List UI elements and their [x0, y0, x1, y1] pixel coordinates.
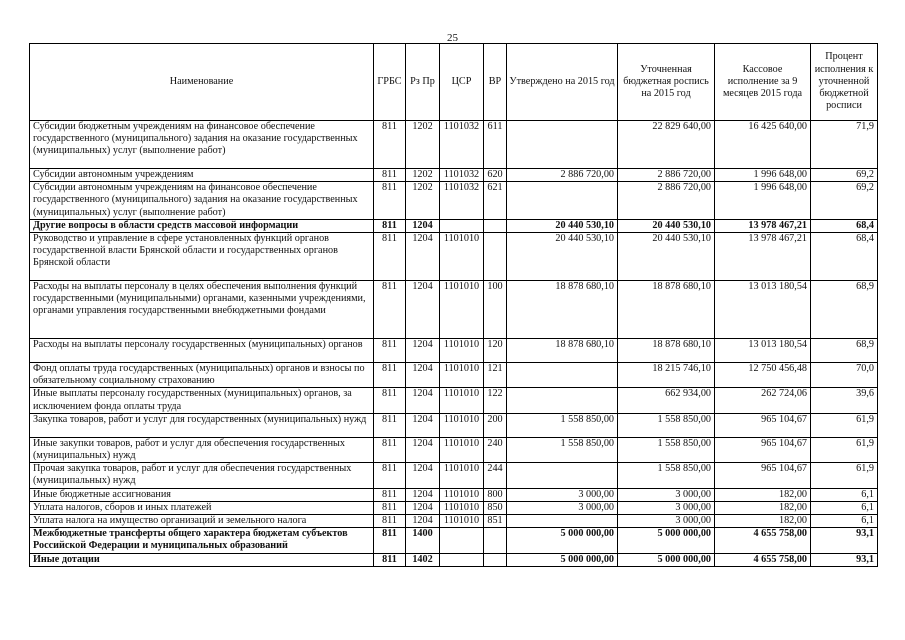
cell-name: Иные дотации: [30, 553, 374, 566]
cell-refined: 3 000,00: [618, 515, 715, 528]
cell-rzpr: 1204: [406, 233, 440, 281]
cell-vr: 120: [484, 339, 507, 363]
cell-cash: 4 655 758,00: [715, 553, 811, 566]
cell-grbs: 811: [374, 233, 406, 281]
table-row: [30, 388, 878, 413]
cell-grbs: 811: [374, 169, 406, 182]
cell-vr: 244: [484, 463, 507, 488]
cell-approved: 18 878 680,10: [507, 281, 618, 339]
cell-grbs: 811: [374, 528, 406, 553]
cell-name: Закупка товаров, работ и услуг для государственных (муниципальных) нужд: [30, 413, 374, 437]
table-row: [30, 169, 878, 182]
cell-csr: 1101010: [440, 515, 484, 528]
cell-percent: 6,1: [811, 488, 878, 501]
cell-vr: 611: [484, 121, 507, 169]
table-row: [30, 501, 878, 514]
cell-rzpr: 1204: [406, 488, 440, 501]
cell-vr: [484, 528, 507, 553]
table-row: [30, 413, 878, 437]
cell-approved: [507, 363, 618, 388]
header-cash: Кассовое исполнение за 9 месяцев 2015 года: [715, 44, 811, 121]
cell-vr: 850: [484, 501, 507, 514]
cell-cash: 182,00: [715, 515, 811, 528]
table-row: [30, 121, 878, 169]
cell-percent: 69,2: [811, 169, 878, 182]
cell-name: Иные закупки товаров, работ и услуг для обеспечения государственных (муниципальных) нужд: [30, 437, 374, 462]
cell-vr: 620: [484, 169, 507, 182]
header-vr: ВР: [484, 44, 507, 121]
cell-refined: 18 878 680,10: [618, 339, 715, 363]
page-number: 25: [447, 32, 458, 44]
cell-vr: [484, 553, 507, 566]
cell-cash: 965 104,67: [715, 463, 811, 488]
cell-percent: 93,1: [811, 528, 878, 553]
cell-percent: 70,0: [811, 363, 878, 388]
cell-csr: 1101010: [440, 437, 484, 462]
cell-percent: 68,9: [811, 339, 878, 363]
cell-cash: 965 104,67: [715, 437, 811, 462]
cell-csr: 1101032: [440, 169, 484, 182]
cell-cash: 182,00: [715, 488, 811, 501]
cell-percent: 39,6: [811, 388, 878, 413]
cell-cash: 16 425 640,00: [715, 121, 811, 169]
cell-approved: 3 000,00: [507, 488, 618, 501]
cell-refined: 3 000,00: [618, 488, 715, 501]
cell-name: Субсидии автономным учреждениям: [30, 169, 374, 182]
cell-approved: 20 440 530,10: [507, 233, 618, 281]
cell-grbs: 811: [374, 281, 406, 339]
cell-rzpr: 1202: [406, 169, 440, 182]
header-rzpr: Рз Пр: [406, 44, 440, 121]
cell-vr: 800: [484, 488, 507, 501]
cell-refined: 5 000 000,00: [618, 553, 715, 566]
header-grbs: ГРБС: [374, 44, 406, 121]
table-row: [30, 281, 878, 339]
cell-percent: 61,9: [811, 437, 878, 462]
cell-csr: 1101010: [440, 281, 484, 339]
cell-grbs: 811: [374, 463, 406, 488]
cell-grbs: 811: [374, 553, 406, 566]
table-row: [30, 182, 878, 220]
cell-approved: [507, 463, 618, 488]
cell-percent: 61,9: [811, 463, 878, 488]
cell-rzpr: 1202: [406, 121, 440, 169]
table-row: [30, 463, 878, 488]
cell-name: Расходы на выплаты персоналу в целях обеспечения выполнения функций государственными (муниципальными) органами, казенными учреждениями, органами управления государственными внебюджетными фондами: [30, 281, 374, 339]
cell-approved: 5 000 000,00: [507, 528, 618, 553]
cell-vr: [484, 219, 507, 232]
cell-vr: 100: [484, 281, 507, 339]
cell-csr: 1101010: [440, 339, 484, 363]
cell-refined: 1 558 850,00: [618, 437, 715, 462]
cell-rzpr: 1400: [406, 528, 440, 553]
cell-csr: 1101010: [440, 233, 484, 281]
cell-approved: 5 000 000,00: [507, 553, 618, 566]
cell-percent: 6,1: [811, 501, 878, 514]
cell-csr: 1101032: [440, 121, 484, 169]
cell-grbs: 811: [374, 388, 406, 413]
cell-cash: 13 978 467,21: [715, 219, 811, 232]
cell-name: Другие вопросы в области средств массовой информации: [30, 219, 374, 232]
cell-refined: 20 440 530,10: [618, 233, 715, 281]
table-header-row: [30, 44, 878, 121]
table-row: [30, 528, 878, 553]
header-percent: Процент исполнения к уточненной бюджетной росписи: [811, 44, 878, 121]
table-row: [30, 233, 878, 281]
cell-cash: 1 996 648,00: [715, 182, 811, 220]
cell-grbs: 811: [374, 182, 406, 220]
cell-csr: 1101010: [440, 363, 484, 388]
cell-vr: 122: [484, 388, 507, 413]
cell-approved: 2 886 720,00: [507, 169, 618, 182]
cell-grbs: 811: [374, 121, 406, 169]
cell-rzpr: 1204: [406, 463, 440, 488]
cell-csr: [440, 553, 484, 566]
cell-name: Прочая закупка товаров, работ и услуг для обеспечения государственных (муниципальных) нужд: [30, 463, 374, 488]
cell-rzpr: 1204: [406, 515, 440, 528]
cell-csr: 1101010: [440, 413, 484, 437]
cell-percent: 68,9: [811, 281, 878, 339]
cell-refined: 1 558 850,00: [618, 413, 715, 437]
cell-grbs: 811: [374, 488, 406, 501]
cell-name: Субсидии бюджетным учреждениям на финансовое обеспечение государственного (муниципального) задания на оказание государственных (муниципальных) услуг (выполнение работ): [30, 121, 374, 169]
table-row: [30, 363, 878, 388]
cell-percent: 71,9: [811, 121, 878, 169]
header-approved: Утверждено на 2015 год: [507, 44, 618, 121]
cell-cash: 4 655 758,00: [715, 528, 811, 553]
cell-grbs: 811: [374, 501, 406, 514]
cell-csr: [440, 219, 484, 232]
cell-name: Уплата налогов, сборов и иных платежей: [30, 501, 374, 514]
cell-percent: 68,4: [811, 219, 878, 232]
cell-percent: 61,9: [811, 413, 878, 437]
cell-name: Иные бюджетные ассигнования: [30, 488, 374, 501]
cell-cash: 12 750 456,48: [715, 363, 811, 388]
cell-percent: 93,1: [811, 553, 878, 566]
table-row: [30, 553, 878, 566]
cell-refined: 22 829 640,00: [618, 121, 715, 169]
cell-name: Субсидии автономным учреждениям на финансовое обеспечение государственного (муниципального) задания на оказание государственных (муниципальных) услуг (выполнение работ): [30, 182, 374, 220]
cell-vr: 621: [484, 182, 507, 220]
cell-grbs: 811: [374, 413, 406, 437]
cell-percent: 69,2: [811, 182, 878, 220]
cell-name: Фонд оплаты труда государственных (муниципальных) органов и взносы по обязательному социальному страхованию: [30, 363, 374, 388]
cell-cash: 13 978 467,21: [715, 233, 811, 281]
cell-grbs: 811: [374, 339, 406, 363]
cell-vr: 200: [484, 413, 507, 437]
cell-name: Руководство и управление в сфере установленных функций органов государственной власти Брянской области и государственных органов Брянской области: [30, 233, 374, 281]
cell-name: Иные выплаты персоналу государственных (муниципальных) органов, за исключением фонда оплаты труда: [30, 388, 374, 413]
cell-csr: 1101010: [440, 501, 484, 514]
cell-name: Межбюджетные трансферты общего характера бюджетам субъектов Российской Федерации и муниципальных образований: [30, 528, 374, 553]
cell-grbs: 811: [374, 515, 406, 528]
cell-refined: 662 934,00: [618, 388, 715, 413]
cell-grbs: 811: [374, 363, 406, 388]
cell-rzpr: 1402: [406, 553, 440, 566]
cell-rzpr: 1204: [406, 413, 440, 437]
cell-name: Расходы на выплаты персоналу государственных (муниципальных) органов: [30, 339, 374, 363]
cell-refined: 1 558 850,00: [618, 463, 715, 488]
cell-vr: 121: [484, 363, 507, 388]
cell-refined: 18 215 746,10: [618, 363, 715, 388]
cell-csr: 1101010: [440, 463, 484, 488]
header-csr: ЦСР: [440, 44, 484, 121]
cell-refined: 5 000 000,00: [618, 528, 715, 553]
cell-rzpr: 1204: [406, 388, 440, 413]
cell-approved: 20 440 530,10: [507, 219, 618, 232]
table-row: [30, 515, 878, 528]
cell-rzpr: 1204: [406, 219, 440, 232]
table-row: [30, 488, 878, 501]
cell-cash: 965 104,67: [715, 413, 811, 437]
cell-rzpr: 1202: [406, 182, 440, 220]
cell-vr: [484, 233, 507, 281]
cell-cash: 13 013 180,54: [715, 281, 811, 339]
cell-percent: 6,1: [811, 515, 878, 528]
header-name: Наименование: [30, 44, 374, 121]
cell-rzpr: 1204: [406, 339, 440, 363]
cell-grbs: 811: [374, 219, 406, 232]
cell-cash: 182,00: [715, 501, 811, 514]
cell-approved: [507, 515, 618, 528]
cell-percent: 68,4: [811, 233, 878, 281]
table-row: [30, 219, 878, 232]
cell-refined: 3 000,00: [618, 501, 715, 514]
cell-csr: [440, 528, 484, 553]
cell-rzpr: 1204: [406, 437, 440, 462]
cell-refined: 20 440 530,10: [618, 219, 715, 232]
cell-approved: 18 878 680,10: [507, 339, 618, 363]
cell-csr: 1101010: [440, 388, 484, 413]
cell-csr: 1101010: [440, 488, 484, 501]
cell-grbs: 811: [374, 437, 406, 462]
cell-cash: 262 724,06: [715, 388, 811, 413]
cell-cash: 1 996 648,00: [715, 169, 811, 182]
cell-approved: [507, 121, 618, 169]
cell-vr: 851: [484, 515, 507, 528]
cell-approved: 1 558 850,00: [507, 437, 618, 462]
budget-table: [29, 43, 878, 567]
cell-cash: 13 013 180,54: [715, 339, 811, 363]
cell-approved: 3 000,00: [507, 501, 618, 514]
cell-rzpr: 1204: [406, 281, 440, 339]
cell-rzpr: 1204: [406, 363, 440, 388]
cell-approved: [507, 182, 618, 220]
cell-csr: 1101032: [440, 182, 484, 220]
table-row: [30, 437, 878, 462]
table-row: [30, 339, 878, 363]
cell-refined: 2 886 720,00: [618, 169, 715, 182]
cell-approved: 1 558 850,00: [507, 413, 618, 437]
cell-vr: 240: [484, 437, 507, 462]
cell-approved: [507, 388, 618, 413]
header-refined: Уточненная бюджетная роспись на 2015 год: [618, 44, 715, 121]
cell-rzpr: 1204: [406, 501, 440, 514]
cell-name: Уплата налога на имущество организаций и земельного налога: [30, 515, 374, 528]
cell-refined: 2 886 720,00: [618, 182, 715, 220]
cell-refined: 18 878 680,10: [618, 281, 715, 339]
